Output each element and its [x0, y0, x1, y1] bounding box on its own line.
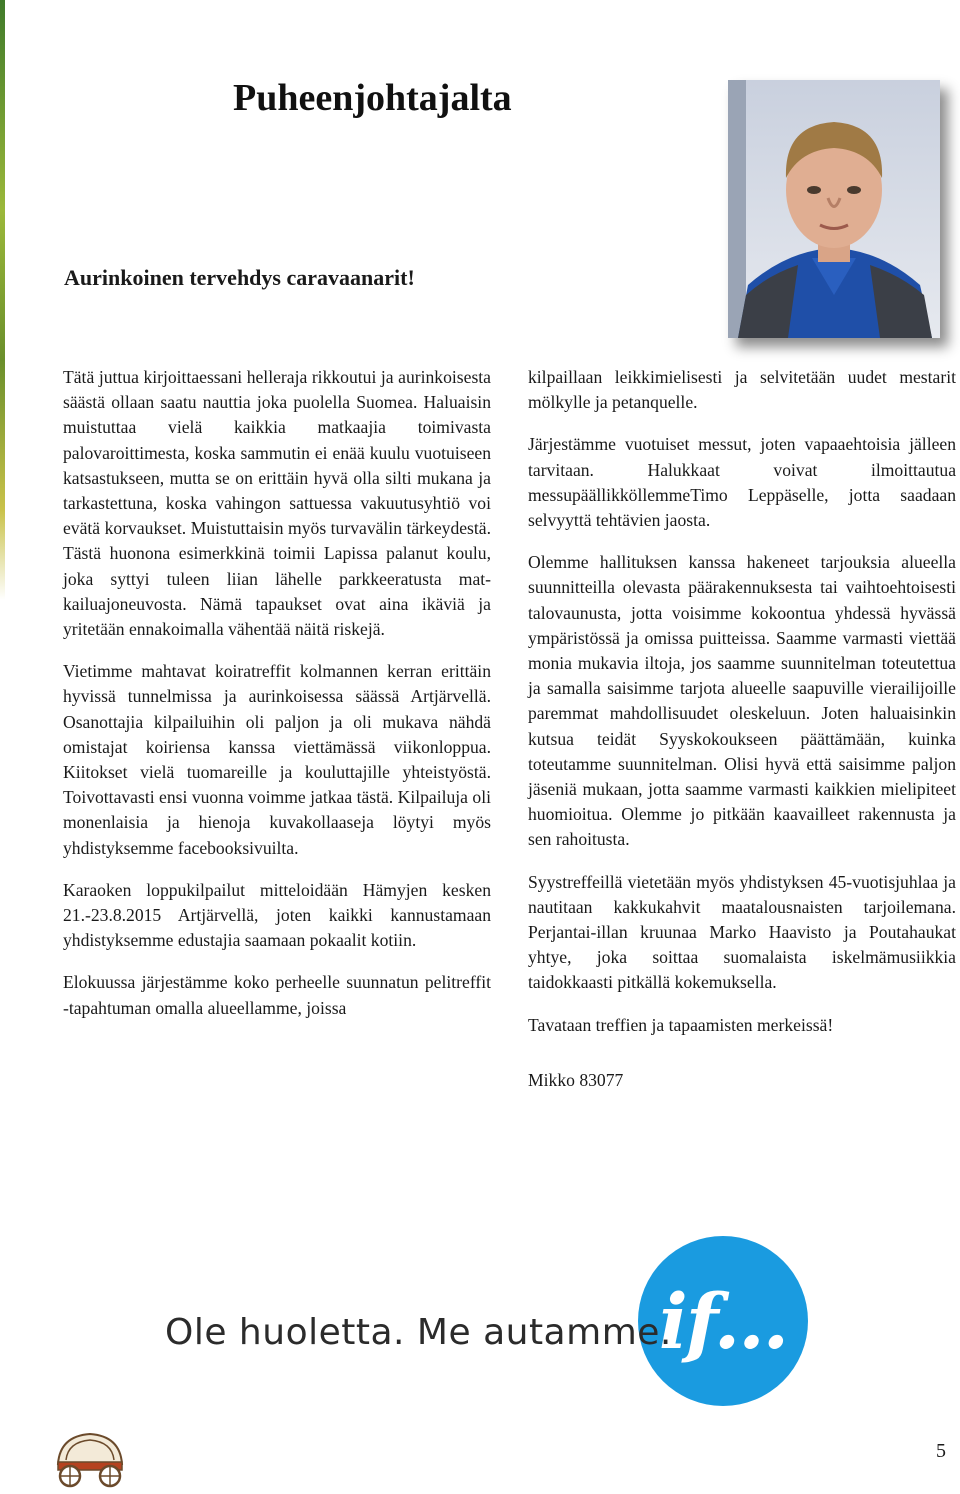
if-logo-text: if...: [658, 1276, 788, 1366]
article-right-column: [528, 365, 956, 1110]
portrait-photo: [728, 80, 940, 338]
paragraph-main-building: Olemme hallituksen kanssa hakeneet tarjouksia alueella suunnitteilla olevasta päärakennuksesta tai vaihtoehtoisesti talovaunusta, jotta voisimme kokoontua yhdessä hyvässä ympäristössä ja omissa puitteissa. Saamme varmasti viettää monia mukavia iltoja, jos saamme suunnitelman toteutettua ja samalla saisimme tarjota alueelle saapuville vierailijoille paremmat mahdollisuudet oleskeluun. Joten haluaisinkin kutsua teidät Syyskokoukseen päättämään, kuinka toteutamme suunnitelman. Olisi hyvä että saisimme paljon jäseniä mukaan, jotta saamme varmasti kaikkien mielipiteet huomioitua. Olemme jo pitkään kaavailleet rakennusta ja sen rahoitusta.: [528, 552, 956, 850]
greeting-heading: Aurinkoinen tervehdys caravaanarit!: [64, 265, 415, 290]
ad-slogan: Ole huoletta. Me autamme.: [165, 1312, 672, 1353]
paragraph-games-continued: kilpaillaan leikkimielisesti ja selvitetään uudet mestarit mölkylle ja petanquelle.: [528, 367, 956, 413]
page-number: 5: [936, 1440, 946, 1462]
paragraph-anniversary: Syystreffeillä vietetään myös yhdistyksen 45-vuotisjuhlaa ja nautitaan kakkukahvit maatalousnaisten tarjoilemana. Perjantai-illan kruunaa Marko Haavisto ja Poutahaukat yhtye, joka soittaa suomalaista iskelmämusiikkia taidokkaasti pitkällä kokemuksella.: [528, 871, 956, 993]
author-photo: [728, 80, 940, 338]
paragraph-dog-meet: Vietimme mahtavat koiratreffit kolmannen kerran erittäin hyvissä tunnelmissa ja aurinkoisessa säässä Artjärvellä. Osanottajia kilpailuihin oli paljon ja oli mukava nähdä omistajat koiriensa kanssa viettämässä viikonloppua. Kiitokset vielä tuomareille ja kouluttajille yhteistyöstä. Toivottavasti ensi vuonna voimme jatkaa tästä. Kilpailuja oli monenlaisia ja hienoja kuvakollaaseja löytyi myös yhdistyksemme facebooksivuilta.: [63, 661, 491, 858]
page-title: Puheenjohtajalta: [233, 77, 512, 119]
caravan-wagon-icon: [50, 1430, 130, 1488]
left-edge-photo-strip: [0, 0, 5, 600]
article-left-column: [63, 365, 491, 1038]
paragraph-fair-volunteers: Järjestämme vuotuiset messut, joten vapaaehtoisia jälleen tarvitaan. Halukkaat voivat ilmoittautua messupäällikköllemmeTimo Leppäselle, jotta saadaan selvyyttä tehtävien jaosta.: [528, 434, 956, 531]
paragraph-game-event: Elokuussa järjestämme koko perheelle suunnatun pelitreffit -tapahtuman omalla alueellamme, joissa: [63, 972, 491, 1018]
paragraph-closing: Tavataan treffien ja tapaamisten merkeissä!: [528, 1014, 834, 1035]
paragraph-karaoke: Karaoken loppukilpailut mitteloidään Hämyjen kesken 21.-23.8.2015 Artjärvellä, joten kaikki kannustamaan yhdistyksemme edustajia saamaan pokaalit kotiin.: [63, 879, 491, 951]
paragraph-smoke-alarm: Tätä juttua kirjoittaessani helleraja rikkoutui ja aurinkoisesta säästä ollaan saatu nauttia joka puolella Suomea. Haluaisin muistuttaa vielä kaikkia matkaajia toimivasta palovaroittimesta, koska sammutin ei enää kuulu vuotuiseen katsastukseen, mutta se on erittäin hyvä olla silti mukana ja tarkastettuna, koska vahingon sattuessa vakuutusyhtiö voi evätä korvaukset. Muistuttaisin myös turvavälin tärkeydestä. Tästä huonona esimerkkinä toimii Lapissa palanut koulu, joka syttyi tuleen liian lähelle parkkeeratusta matkailuajoneuvosta. Nämä tapaukset ovat aina ikäviä ja yritetään ennakoimalla vähentää näitä riskejä.: [63, 367, 491, 640]
signature: Mikko 83077: [528, 1069, 624, 1090]
